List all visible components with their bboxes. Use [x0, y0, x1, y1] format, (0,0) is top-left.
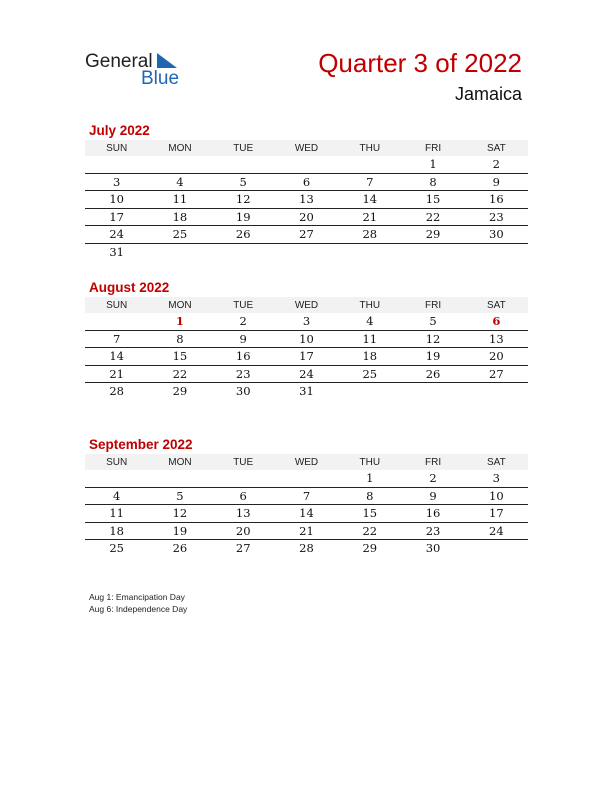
day-cell: 17: [465, 505, 528, 523]
day-cell: 1: [148, 313, 211, 330]
week-row: [85, 156, 528, 173]
weekday-header: FRI: [401, 140, 464, 156]
day-cell: 29: [362, 541, 378, 556]
day-cell: 21: [85, 365, 148, 383]
day-cell: 2: [465, 156, 528, 173]
weekday-header-row: [85, 140, 528, 156]
logo-triangle-icon: [157, 53, 179, 69]
day-cell: 1: [401, 156, 464, 173]
empty-day-cell: [401, 383, 464, 400]
weekday-header: SAT: [465, 297, 528, 313]
empty-day-cell: [212, 243, 275, 260]
weekday-header: TUE: [212, 454, 275, 470]
day-cell: 10: [465, 487, 528, 505]
empty-day-cell: [275, 470, 338, 487]
page-title: Quarter 3 of 2022: [318, 48, 522, 78]
weekday-header-row: [85, 454, 528, 470]
day-cell: 18: [148, 208, 211, 226]
country-name: Jamaica: [454, 84, 522, 104]
week-row: [85, 365, 528, 383]
day-cell: 13: [465, 330, 528, 348]
weekday-header: WED: [275, 140, 338, 156]
day-cell: 24: [85, 226, 148, 244]
day-cell: 20: [212, 522, 275, 540]
weekday-header: THU: [338, 454, 401, 470]
day-cell: 2: [401, 470, 464, 487]
week-row: [85, 487, 528, 505]
day-cell: 8: [401, 173, 464, 191]
month-block-september: [85, 436, 528, 557]
day-cell: 16: [401, 505, 464, 523]
day-cell: 30: [465, 226, 528, 244]
day-cell: 11: [148, 191, 211, 209]
logo-word-blue: Blue: [141, 68, 180, 89]
month-block-july: [85, 122, 528, 260]
day-cell: 8: [148, 330, 211, 348]
day-cell: 5: [401, 313, 464, 330]
empty-day-cell: [212, 470, 275, 487]
day-cell: 26: [172, 541, 188, 556]
day-cell: 14: [338, 191, 401, 209]
day-cell: 15: [148, 348, 211, 366]
weekday-header: THU: [338, 297, 401, 313]
day-cell: 29: [172, 384, 188, 399]
day-cell: 23: [401, 522, 464, 540]
day-cell: 18: [338, 348, 401, 366]
day-cell: 9: [212, 330, 275, 348]
weekday-header: FRI: [401, 454, 464, 470]
weekday-header: SAT: [465, 140, 528, 156]
weekday-header: SUN: [85, 297, 148, 313]
empty-day-cell: [148, 470, 211, 487]
day-cell: 24: [465, 522, 528, 540]
empty-day-cell: [338, 156, 401, 173]
weekday-header: THU: [338, 140, 401, 156]
day-cell: 22: [148, 365, 211, 383]
day-cell: 11: [338, 330, 401, 348]
day-cell: 3: [275, 313, 338, 330]
logo-word-general: General: [85, 51, 153, 72]
weekday-header-row: [85, 297, 528, 313]
weekday-header: SUN: [85, 454, 148, 470]
week-row: [85, 540, 528, 557]
day-cell: 31: [109, 244, 124, 259]
weekday-header: MON: [148, 454, 211, 470]
day-cell: 15: [338, 505, 401, 523]
day-cell: 23: [212, 365, 275, 383]
day-cell: 12: [148, 505, 211, 523]
day-cell: 17: [85, 208, 148, 226]
holiday-note: Aug 1: Emancipation Day: [89, 592, 185, 602]
day-cell: 7: [85, 330, 148, 348]
weekday-header: MON: [148, 140, 211, 156]
day-cell: 5: [212, 173, 275, 191]
week-row: [85, 226, 528, 244]
month-title: September 2022: [89, 437, 193, 452]
week-row: [85, 470, 528, 487]
empty-day-cell: [85, 156, 148, 173]
day-cell: 22: [338, 522, 401, 540]
weekday-header: FRI: [401, 297, 464, 313]
day-cell: 10: [275, 330, 338, 348]
day-cell: 4: [338, 313, 401, 330]
day-cell: 17: [275, 348, 338, 366]
week-row: [85, 208, 528, 226]
day-cell: 20: [465, 348, 528, 366]
weekday-header: SUN: [85, 140, 148, 156]
day-cell: 18: [85, 522, 148, 540]
day-cell: 26: [401, 365, 464, 383]
day-cell: 12: [401, 330, 464, 348]
day-cell: 28: [109, 384, 124, 399]
day-cell: 15: [401, 191, 464, 209]
day-cell: 19: [401, 348, 464, 366]
empty-day-cell: [338, 383, 401, 400]
day-cell: 6: [465, 313, 528, 330]
empty-day-cell: [465, 540, 528, 557]
empty-day-cell: [465, 383, 528, 400]
day-cell: 16: [212, 348, 275, 366]
day-cell: 6: [275, 173, 338, 191]
day-cell: 25: [148, 226, 211, 244]
day-cell: 2: [212, 313, 275, 330]
week-row: [85, 348, 528, 366]
day-cell: 16: [465, 191, 528, 209]
day-cell: 27: [235, 541, 251, 556]
day-cell: 4: [85, 487, 148, 505]
day-cell: 13: [275, 191, 338, 209]
week-row: [85, 505, 528, 523]
day-cell: 24: [275, 365, 338, 383]
day-cell: 13: [212, 505, 275, 523]
week-row: [85, 383, 528, 400]
day-cell: 8: [338, 487, 401, 505]
empty-day-cell: [85, 313, 148, 330]
weekday-header: MON: [148, 297, 211, 313]
month-title: July 2022: [89, 123, 150, 138]
day-cell: 30: [235, 384, 251, 399]
calendar-table: [85, 140, 528, 260]
day-cell: 23: [465, 208, 528, 226]
day-cell: 7: [338, 173, 401, 191]
calendar-table: [85, 454, 528, 557]
empty-day-cell: [212, 156, 275, 173]
day-cell: 9: [401, 487, 464, 505]
weekday-header: WED: [275, 454, 338, 470]
week-row: [85, 330, 528, 348]
weekday-header: WED: [275, 297, 338, 313]
week-row: [85, 243, 528, 260]
empty-day-cell: [275, 156, 338, 173]
month-block-august: [85, 279, 528, 400]
empty-day-cell: [148, 243, 211, 260]
week-row: [85, 522, 528, 540]
weekday-header: TUE: [212, 297, 275, 313]
holiday-note: Aug 6: Independence Day: [89, 604, 188, 614]
logo: [85, 51, 195, 91]
empty-day-cell: [465, 243, 528, 260]
day-cell: 30: [425, 541, 441, 556]
day-cell: 28: [299, 541, 314, 556]
day-cell: 21: [338, 208, 401, 226]
day-cell: 7: [275, 487, 338, 505]
day-cell: 1: [338, 470, 401, 487]
day-cell: 31: [299, 384, 314, 399]
calendar-table: [85, 297, 528, 400]
day-cell: 19: [212, 208, 275, 226]
day-cell: 20: [275, 208, 338, 226]
day-cell: 14: [85, 348, 148, 366]
day-cell: 6: [212, 487, 275, 505]
empty-day-cell: [85, 470, 148, 487]
empty-day-cell: [148, 156, 211, 173]
weekday-header: SAT: [465, 454, 528, 470]
weekday-header: TUE: [212, 140, 275, 156]
day-cell: 22: [401, 208, 464, 226]
day-cell: 3: [85, 173, 148, 191]
day-cell: 4: [148, 173, 211, 191]
empty-day-cell: [338, 243, 401, 260]
empty-day-cell: [275, 243, 338, 260]
day-cell: 3: [465, 470, 528, 487]
holiday-notes: [89, 591, 187, 615]
day-cell: 28: [338, 226, 401, 244]
day-cell: 26: [212, 226, 275, 244]
day-cell: 27: [465, 365, 528, 383]
day-cell: 9: [465, 173, 528, 191]
day-cell: 29: [401, 226, 464, 244]
day-cell: 19: [148, 522, 211, 540]
day-cell: 12: [212, 191, 275, 209]
day-cell: 5: [148, 487, 211, 505]
day-cell: 11: [85, 505, 148, 523]
day-cell: 25: [109, 541, 124, 556]
day-cell: 10: [85, 191, 148, 209]
week-row: [85, 173, 528, 191]
day-cell: 25: [338, 365, 401, 383]
month-title: August 2022: [89, 280, 170, 295]
week-row: [85, 191, 528, 209]
day-cell: 27: [275, 226, 338, 244]
day-cell: 14: [275, 505, 338, 523]
day-cell: 21: [275, 522, 338, 540]
week-row: [85, 313, 528, 330]
empty-day-cell: [401, 243, 464, 260]
